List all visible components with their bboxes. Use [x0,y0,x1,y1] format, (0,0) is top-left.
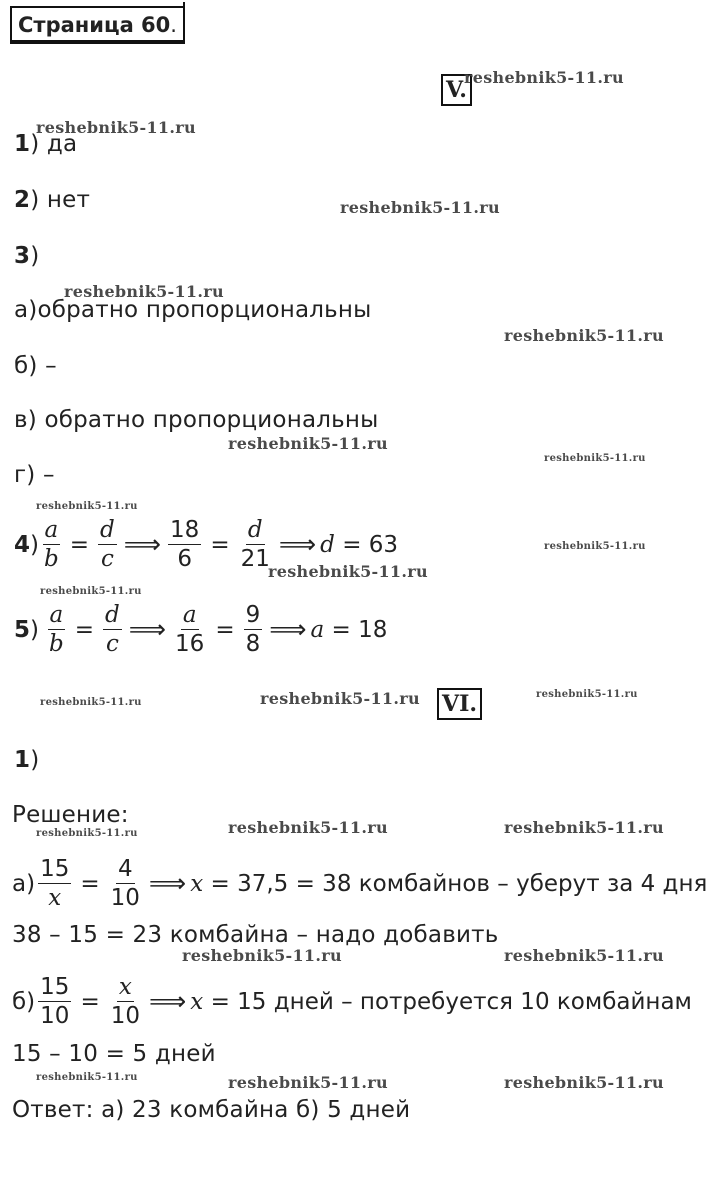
watermark: reshebnik5-11.ru [544,453,646,464]
v-item-5-paren: ) [30,616,39,643]
header-underline [10,40,185,42]
watermark: reshebnik5-11.ru [260,689,420,708]
watermark: reshebnik5-11.ru [504,1073,664,1092]
fraction: $\frac{x}{10}$ [110,974,141,1029]
result-variable: d [320,531,335,558]
fraction: $\frac{15}{10}$ [40,974,70,1029]
vi-a-equation: а) $\frac{15}{x}$ = $\frac{4}{10}$ ⟹ x = 37,5 = 38 комбайнов – уберут за 4 дня [12,856,708,911]
watermark: reshebnik5-11.ru [36,501,138,512]
section-v-label: V. [441,74,472,106]
watermark: reshebnik5-11.ru [268,562,428,581]
v-item-3a: а)обратно пропорциональны [14,297,372,323]
result-value: = 18 [331,616,388,643]
fraction: $\frac{18}{6}$ [170,517,200,572]
vi-b-label: б) [12,988,36,1015]
v-item-3-number: 3 [14,243,31,269]
vi-item-1 [14,747,39,773]
watermark: reshebnik5-11.ru [36,828,138,839]
section-vi-label: VI. [437,688,482,720]
vi-a-line2: 38 – 15 = 23 комбайна – надо добавить [12,922,499,948]
fraction: $\frac{15}{x}$ [40,856,70,911]
watermark: reshebnik5-11.ru [464,68,624,87]
v-item-2-number: 2 [14,187,31,213]
v-item-1-text: ) да [30,131,78,157]
watermark: reshebnik5-11.ru [340,198,500,217]
vi-b-variable: x [190,988,204,1015]
watermark: reshebnik5-11.ru [228,1073,388,1092]
watermark: reshebnik5-11.ru [36,1072,138,1083]
vi-a-label: а) [12,870,36,897]
fraction: $\frac{a}{b}$ [49,602,64,657]
watermark: reshebnik5-11.ru [536,689,638,700]
vi-b-text: = 15 дней – потребуется 10 комбайнам [210,988,692,1015]
fraction: $\frac{d}{c}$ [105,602,120,657]
v-item-3c: в) обратно пропорциональны [14,407,379,433]
v-item-2 [14,187,90,213]
fraction: $\frac{a}{16}$ [175,602,205,657]
result-variable: a [310,616,325,643]
result-value: = 63 [342,531,399,558]
vi-item-1-text: ) [30,747,40,773]
watermark: reshebnik5-11.ru [40,697,142,708]
answer-line: Ответ: а) 23 комбайна б) 5 дней [12,1097,411,1123]
vi-b-line2: 15 – 10 = 5 дней [12,1041,216,1067]
v-item-3b: б) – [14,353,57,379]
solution-label: Решение: [12,802,129,828]
vi-a-text: = 37,5 = 38 комбайнов – уберут за 4 дня [210,870,708,897]
page-title-dot: . [170,13,177,37]
vi-b-equation: б) $\frac{15}{10}$ = $\frac{x}{10}$ ⟹ x = 15 дней – потребуется 10 комбайнам [12,974,692,1029]
v-item-1-number: 1 [14,131,31,157]
watermark: reshebnik5-11.ru [40,586,142,597]
v-item-3d: г) – [14,462,55,488]
fraction: $\frac{4}{10}$ [110,856,140,911]
page-title [10,6,185,44]
watermark: reshebnik5-11.ru [182,946,342,965]
v-item-4-paren: ) [30,531,39,558]
fraction: $\frac{d}{c}$ [100,517,115,572]
watermark: reshebnik5-11.ru [504,326,664,345]
watermark: reshebnik5-11.ru [228,434,388,453]
fraction: $\frac{9}{8}$ [245,602,261,657]
page-title-text: Страница 60 [18,13,171,37]
watermark: reshebnik5-11.ru [228,818,388,837]
watermark: reshebnik5-11.ru [504,946,664,965]
vi-item-1-number: 1 [14,747,31,773]
v-item-5-number: 5 [14,616,31,643]
fraction: $\frac{a}{b}$ [44,517,59,572]
watermark: reshebnik5-11.ru [544,541,646,552]
v-item-3 [14,243,39,269]
fraction: $\frac{d}{21}$ [240,517,270,572]
v-item-4-number: 4 [14,531,31,558]
v-item-3-text: ) [30,243,40,269]
watermark: reshebnik5-11.ru [64,282,224,301]
watermark: reshebnik5-11.ru [504,818,664,837]
v-item-4-equation: 4 ) $\frac{a}{b}$ = $\frac{d}{c}$ ⟹ $\frac{18}{6}$ = $\frac{d}{21}$ ⟹ d = 63 [14,517,399,572]
watermark: reshebnik5-11.ru [36,118,196,137]
vi-a-variable: x [190,870,204,897]
header-divider [183,2,185,42]
v-item-2-text: ) нет [30,187,91,213]
v-item-5-equation: 5 ) $\frac{a}{b}$ = $\frac{d}{c}$ ⟹ $\frac{a}{16}$ = $\frac{9}{8}$ ⟹ a = 18 [14,602,388,657]
